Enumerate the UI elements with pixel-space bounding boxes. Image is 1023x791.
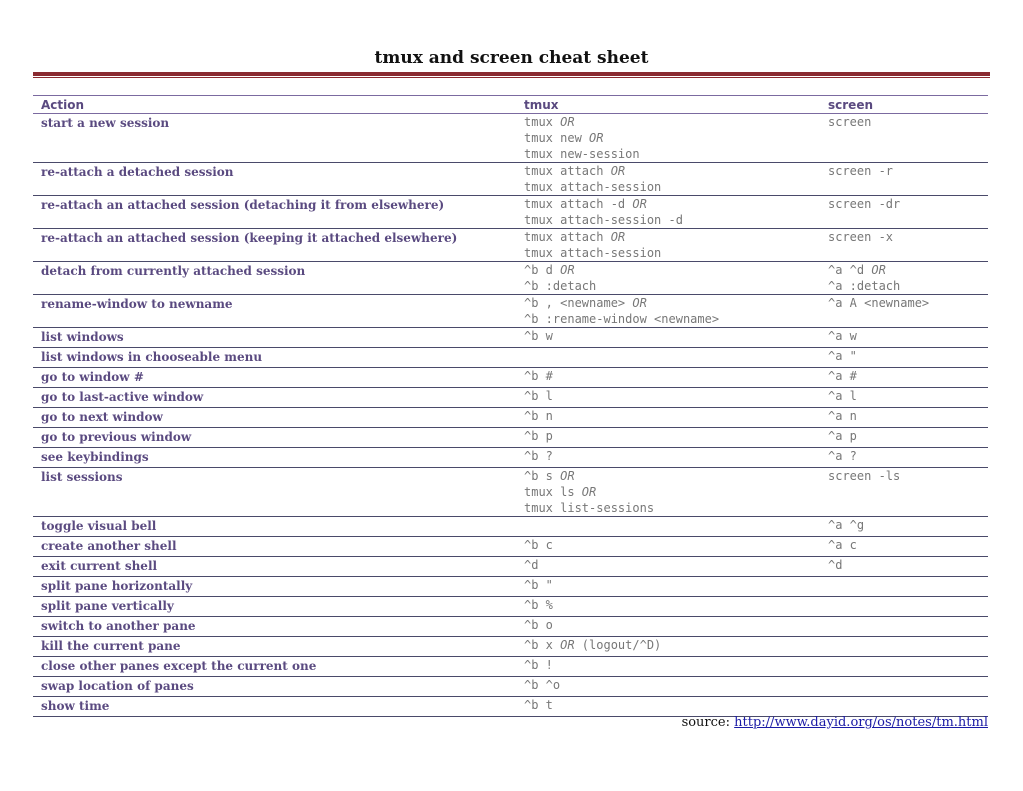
tmux-command-line: ^d: [524, 558, 539, 572]
tmux-command-line: tmux attach OR: [524, 230, 626, 244]
action-cell: list windows: [33, 328, 516, 348]
tmux-command-line: ^b p: [524, 429, 553, 443]
or-keyword: OR: [610, 164, 626, 178]
screen-command-cell: [820, 428, 988, 448]
action-cell: list sessions: [33, 468, 516, 517]
tmux-command-line: ^b #: [524, 369, 553, 383]
tmux-command-cell: [516, 114, 820, 163]
tmux-command-line: ^b :detach: [524, 279, 597, 293]
tmux-command-line: tmux attach-session: [524, 246, 662, 260]
action-cell: close other panes except the current one: [33, 657, 516, 677]
screen-command-line: ^a w: [828, 329, 857, 343]
screen-command-line: ^a c: [828, 538, 857, 552]
action-cell: list windows in chooseable menu: [33, 348, 516, 368]
tmux-command-line: tmux attach-session -d: [524, 213, 683, 227]
tmux-command-line: ^b , <newname> OR: [524, 296, 647, 310]
table-row: [33, 448, 988, 468]
action-cell: see keybindings: [33, 448, 516, 468]
tmux-command-line: ^b n: [524, 409, 553, 423]
or-keyword: OR: [560, 115, 575, 129]
tmux-command-line: tmux OR: [524, 115, 575, 129]
screen-command-cell: [820, 448, 988, 468]
source-link[interactable]: http://www.dayid.org/os/notes/tm.html: [734, 715, 988, 730]
tmux-command-cell: [516, 408, 820, 428]
tmux-command-line: ^b x OR (logout/^D): [524, 638, 662, 652]
or-keyword: OR: [581, 485, 597, 499]
table-row: [33, 657, 988, 677]
action-cell: split pane vertically: [33, 597, 516, 617]
screen-command-cell: [820, 196, 988, 229]
table-row: [33, 196, 988, 229]
action-cell: switch to another pane: [33, 617, 516, 637]
table-row: [33, 557, 988, 577]
tmux-command-line: ^b o: [524, 618, 553, 632]
table-row: [33, 637, 988, 657]
column-header-screen: screen: [820, 96, 988, 114]
action-cell: kill the current pane: [33, 637, 516, 657]
tmux-command-line: ^b s OR: [524, 469, 575, 483]
table-row: [33, 328, 988, 348]
tmux-command-line: tmux new OR: [524, 131, 604, 145]
screen-command-line: screen -r: [828, 164, 894, 178]
screen-command-cell: [820, 348, 988, 368]
tmux-command-line: ^b %: [524, 598, 553, 612]
screen-command-cell: [820, 577, 988, 597]
tmux-command-cell: [516, 295, 820, 328]
action-cell: re-attach an attached session (keeping it attached elsewhere): [33, 229, 516, 262]
screen-command-line: ^a A <newname>: [828, 296, 930, 310]
screen-command-cell: [820, 163, 988, 196]
tmux-command-cell: [516, 368, 820, 388]
or-keyword: OR: [632, 296, 647, 310]
source-note: [682, 715, 988, 730]
tmux-command-line: ^b c: [524, 538, 553, 552]
tmux-command-line: ^b l: [524, 389, 553, 403]
screen-command-line: screen -x: [828, 230, 894, 244]
tmux-command-line: ^b :rename-window <newname>: [524, 312, 720, 326]
page-title: tmux and screen cheat sheet: [374, 48, 649, 68]
tmux-command-cell: [516, 537, 820, 557]
tmux-command-cell: [516, 617, 820, 637]
screen-command-cell: [820, 262, 988, 295]
tmux-command-cell: [516, 677, 820, 697]
table-row: [33, 537, 988, 557]
table-row: [33, 408, 988, 428]
tmux-command-line: ^b ?: [524, 449, 553, 463]
action-cell: detach from currently attached session: [33, 262, 516, 295]
screen-command-cell: [820, 408, 988, 428]
action-cell: split pane horizontally: [33, 577, 516, 597]
screen-command-cell: [820, 295, 988, 328]
screen-command-line: screen -ls: [828, 469, 901, 483]
or-keyword: OR: [560, 638, 575, 652]
tmux-command-cell: [516, 448, 820, 468]
or-keyword: OR: [560, 263, 575, 277]
action-cell: go to next window: [33, 408, 516, 428]
table-row: [33, 577, 988, 597]
or-keyword: OR: [610, 230, 626, 244]
tmux-command-cell: [516, 196, 820, 229]
action-cell: create another shell: [33, 537, 516, 557]
screen-command-cell: [820, 114, 988, 163]
tmux-command-cell: [516, 597, 820, 617]
tmux-command-cell: [516, 163, 820, 196]
table-row: [33, 677, 988, 697]
tmux-command-line: tmux attach OR: [524, 164, 626, 178]
column-header-tmux: tmux: [516, 96, 820, 114]
screen-command-cell: [820, 617, 988, 637]
action-cell: start a new session: [33, 114, 516, 163]
screen-command-line: ^a ": [828, 349, 857, 363]
table-row: [33, 517, 988, 537]
title-divider-thin: [33, 77, 990, 78]
screen-command-cell: [820, 697, 988, 717]
screen-command-cell: [820, 637, 988, 657]
action-cell: re-attach a detached session: [33, 163, 516, 196]
table-body: [33, 114, 988, 717]
screen-command-cell: [820, 537, 988, 557]
screen-command-cell: [820, 388, 988, 408]
table-row: [33, 468, 988, 517]
tmux-command-cell: [516, 517, 820, 537]
screen-command-cell: [820, 597, 988, 617]
screen-command-line: ^a n: [828, 409, 857, 423]
screen-command-line: ^a ^g: [828, 518, 865, 532]
table-row: [33, 368, 988, 388]
action-cell: go to window #: [33, 368, 516, 388]
tmux-command-cell: [516, 637, 820, 657]
or-keyword: OR: [871, 263, 886, 277]
tmux-command-line: ^b t: [524, 698, 553, 712]
table-row: [33, 617, 988, 637]
column-header-action: Action: [33, 96, 516, 114]
tmux-command-line: tmux attach -d OR: [524, 197, 647, 211]
screen-command-line: ^a l: [828, 389, 857, 403]
screen-command-line: ^a ^d OR: [828, 263, 886, 277]
table-row: [33, 229, 988, 262]
tmux-command-cell: [516, 697, 820, 717]
screen-command-line: ^a #: [828, 369, 857, 383]
table-row: [33, 697, 988, 717]
action-cell: rename-window to newname: [33, 295, 516, 328]
table-row: [33, 163, 988, 196]
tmux-command-cell: [516, 388, 820, 408]
tmux-command-line: tmux new-session: [524, 147, 640, 161]
or-keyword: OR: [589, 131, 604, 145]
tmux-command-cell: [516, 348, 820, 368]
action-cell: exit current shell: [33, 557, 516, 577]
action-cell: swap location of panes: [33, 677, 516, 697]
tmux-command-cell: [516, 468, 820, 517]
or-keyword: OR: [560, 469, 575, 483]
screen-command-cell: [820, 368, 988, 388]
tmux-command-line: tmux list-sessions: [524, 501, 655, 515]
screen-command-line: ^a p: [828, 429, 857, 443]
action-cell: re-attach an attached session (detaching it from elsewhere): [33, 196, 516, 229]
screen-command-line: screen -dr: [828, 197, 901, 211]
screen-command-line: ^d: [828, 558, 843, 572]
table-header-row: [33, 96, 988, 114]
table-row: [33, 114, 988, 163]
table-row: [33, 295, 988, 328]
tmux-command-cell: [516, 262, 820, 295]
tmux-command-line: tmux ls OR: [524, 485, 597, 499]
screen-command-cell: [820, 468, 988, 517]
tmux-command-cell: [516, 328, 820, 348]
tmux-command-line: ^b ": [524, 578, 553, 592]
screen-command-cell: [820, 328, 988, 348]
table-row: [33, 388, 988, 408]
tmux-command-cell: [516, 657, 820, 677]
action-cell: go to last-active window: [33, 388, 516, 408]
tmux-command-line: ^b ^o: [524, 678, 561, 692]
source-label: source:: [681, 715, 731, 730]
action-cell: show time: [33, 697, 516, 717]
tmux-command-cell: [516, 577, 820, 597]
screen-command-cell: [820, 657, 988, 677]
screen-command-cell: [820, 229, 988, 262]
screen-command-line: ^a ?: [828, 449, 857, 463]
screen-command-line: ^a :detach: [828, 279, 901, 293]
tmux-command-cell: [516, 428, 820, 448]
tmux-command-line: tmux attach-session: [524, 180, 662, 194]
title-divider: [33, 72, 990, 76]
tmux-command-line: ^b d OR: [524, 263, 575, 277]
screen-command-cell: [820, 557, 988, 577]
action-cell: toggle visual bell: [33, 517, 516, 537]
table-row: [33, 597, 988, 617]
tmux-command-cell: [516, 557, 820, 577]
screen-command-line: screen: [828, 115, 872, 129]
table-row: [33, 262, 988, 295]
screen-command-cell: [820, 517, 988, 537]
action-cell: go to previous window: [33, 428, 516, 448]
screen-command-cell: [820, 677, 988, 697]
cheat-sheet-table: [33, 95, 988, 717]
tmux-command-line: ^b !: [524, 658, 553, 672]
table-row: [33, 428, 988, 448]
tmux-command-cell: [516, 229, 820, 262]
or-keyword: OR: [632, 197, 647, 211]
tmux-command-line: ^b w: [524, 329, 553, 343]
table-row: [33, 348, 988, 368]
